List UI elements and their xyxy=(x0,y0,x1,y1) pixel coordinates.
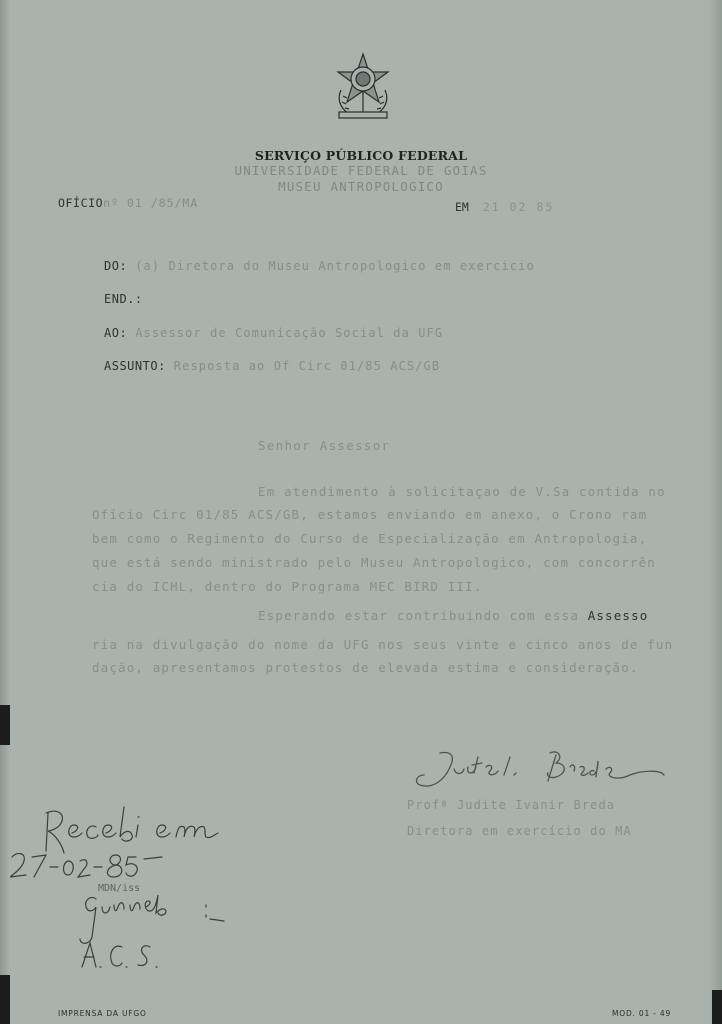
body-line: bem como o Regimento do Curso de Especialização em Antropologia, xyxy=(92,531,648,546)
museum-heading: MUSEU ANTROPOLOGICO xyxy=(278,179,444,194)
body-line: Em atendimento à solicitaçao de V.Sa contida no xyxy=(258,484,666,499)
field-ao xyxy=(104,326,443,340)
oficio-reference xyxy=(58,196,198,210)
assunto-label: ASSUNTO: xyxy=(104,359,166,373)
handwritten-signature xyxy=(410,745,670,805)
body-line-text: Esperando estar contribuindo com essa xyxy=(258,608,579,623)
em-date: 21 02 85 xyxy=(482,200,555,214)
binding-mark xyxy=(712,990,722,1024)
footer-printer: IMPRENSA DA UFGO xyxy=(58,1009,147,1018)
service-heading: SERVIÇO PÚBLICO FEDERAL xyxy=(254,148,468,163)
brazil-coat-of-arms-icon xyxy=(331,52,395,122)
field-do xyxy=(104,259,535,273)
end-label: END.: xyxy=(104,292,143,306)
field-end xyxy=(104,292,151,306)
date-reference xyxy=(455,200,554,214)
field-assunto xyxy=(104,359,440,373)
receipt-handwriting xyxy=(10,795,250,980)
binding-mark xyxy=(0,705,10,745)
university-heading: UNIVERSIDADE FEDERAL DE GOIAS xyxy=(234,163,488,178)
body-line: que está sendo ministrado pelo Museu Antropologico, com concorrên xyxy=(92,555,656,570)
binding-mark xyxy=(0,975,10,1024)
body-line xyxy=(258,608,648,623)
oficio-label: OFÍCIO xyxy=(58,196,104,210)
ao-value: Assessor de Comunicação Social da UFG xyxy=(135,326,444,340)
footer-form-code: MOD. 01 - 49 xyxy=(612,1009,672,1018)
body-line: cia do ICHL, dentro do Programa MEC BIRD III. xyxy=(92,579,483,594)
assunto-value: Resposta ao Of Circ 01/85 ACS/GB xyxy=(173,359,441,373)
do-label: DO: xyxy=(104,259,128,273)
em-label: EM xyxy=(455,200,469,214)
signer-role: Diretora em exercício do MA xyxy=(407,824,632,838)
oficio-number: nº 01 /85/MA xyxy=(103,196,199,210)
receipt-initials: MDN/iss xyxy=(98,883,141,894)
do-value: (a) Diretora do Museu Antropologico em exercicio xyxy=(135,259,535,273)
body-line: ria na divulgação do nome da UFG nos seus vinte e cinco anos de fun xyxy=(92,637,674,652)
body-line: dação, apresentamos protestos de elevada estima e consideração. xyxy=(92,660,639,675)
body-line-dark-word: Assesso xyxy=(587,608,649,623)
signer-name: Profª Judite Ivanir Breda xyxy=(407,798,616,812)
ao-label: AO: xyxy=(104,326,128,340)
body-line: Ofício Circ 01/85 ACS/GB, estamos enviando em anexo, o Crono ram xyxy=(92,507,648,522)
salutation: Senhor Assessor xyxy=(258,438,391,453)
